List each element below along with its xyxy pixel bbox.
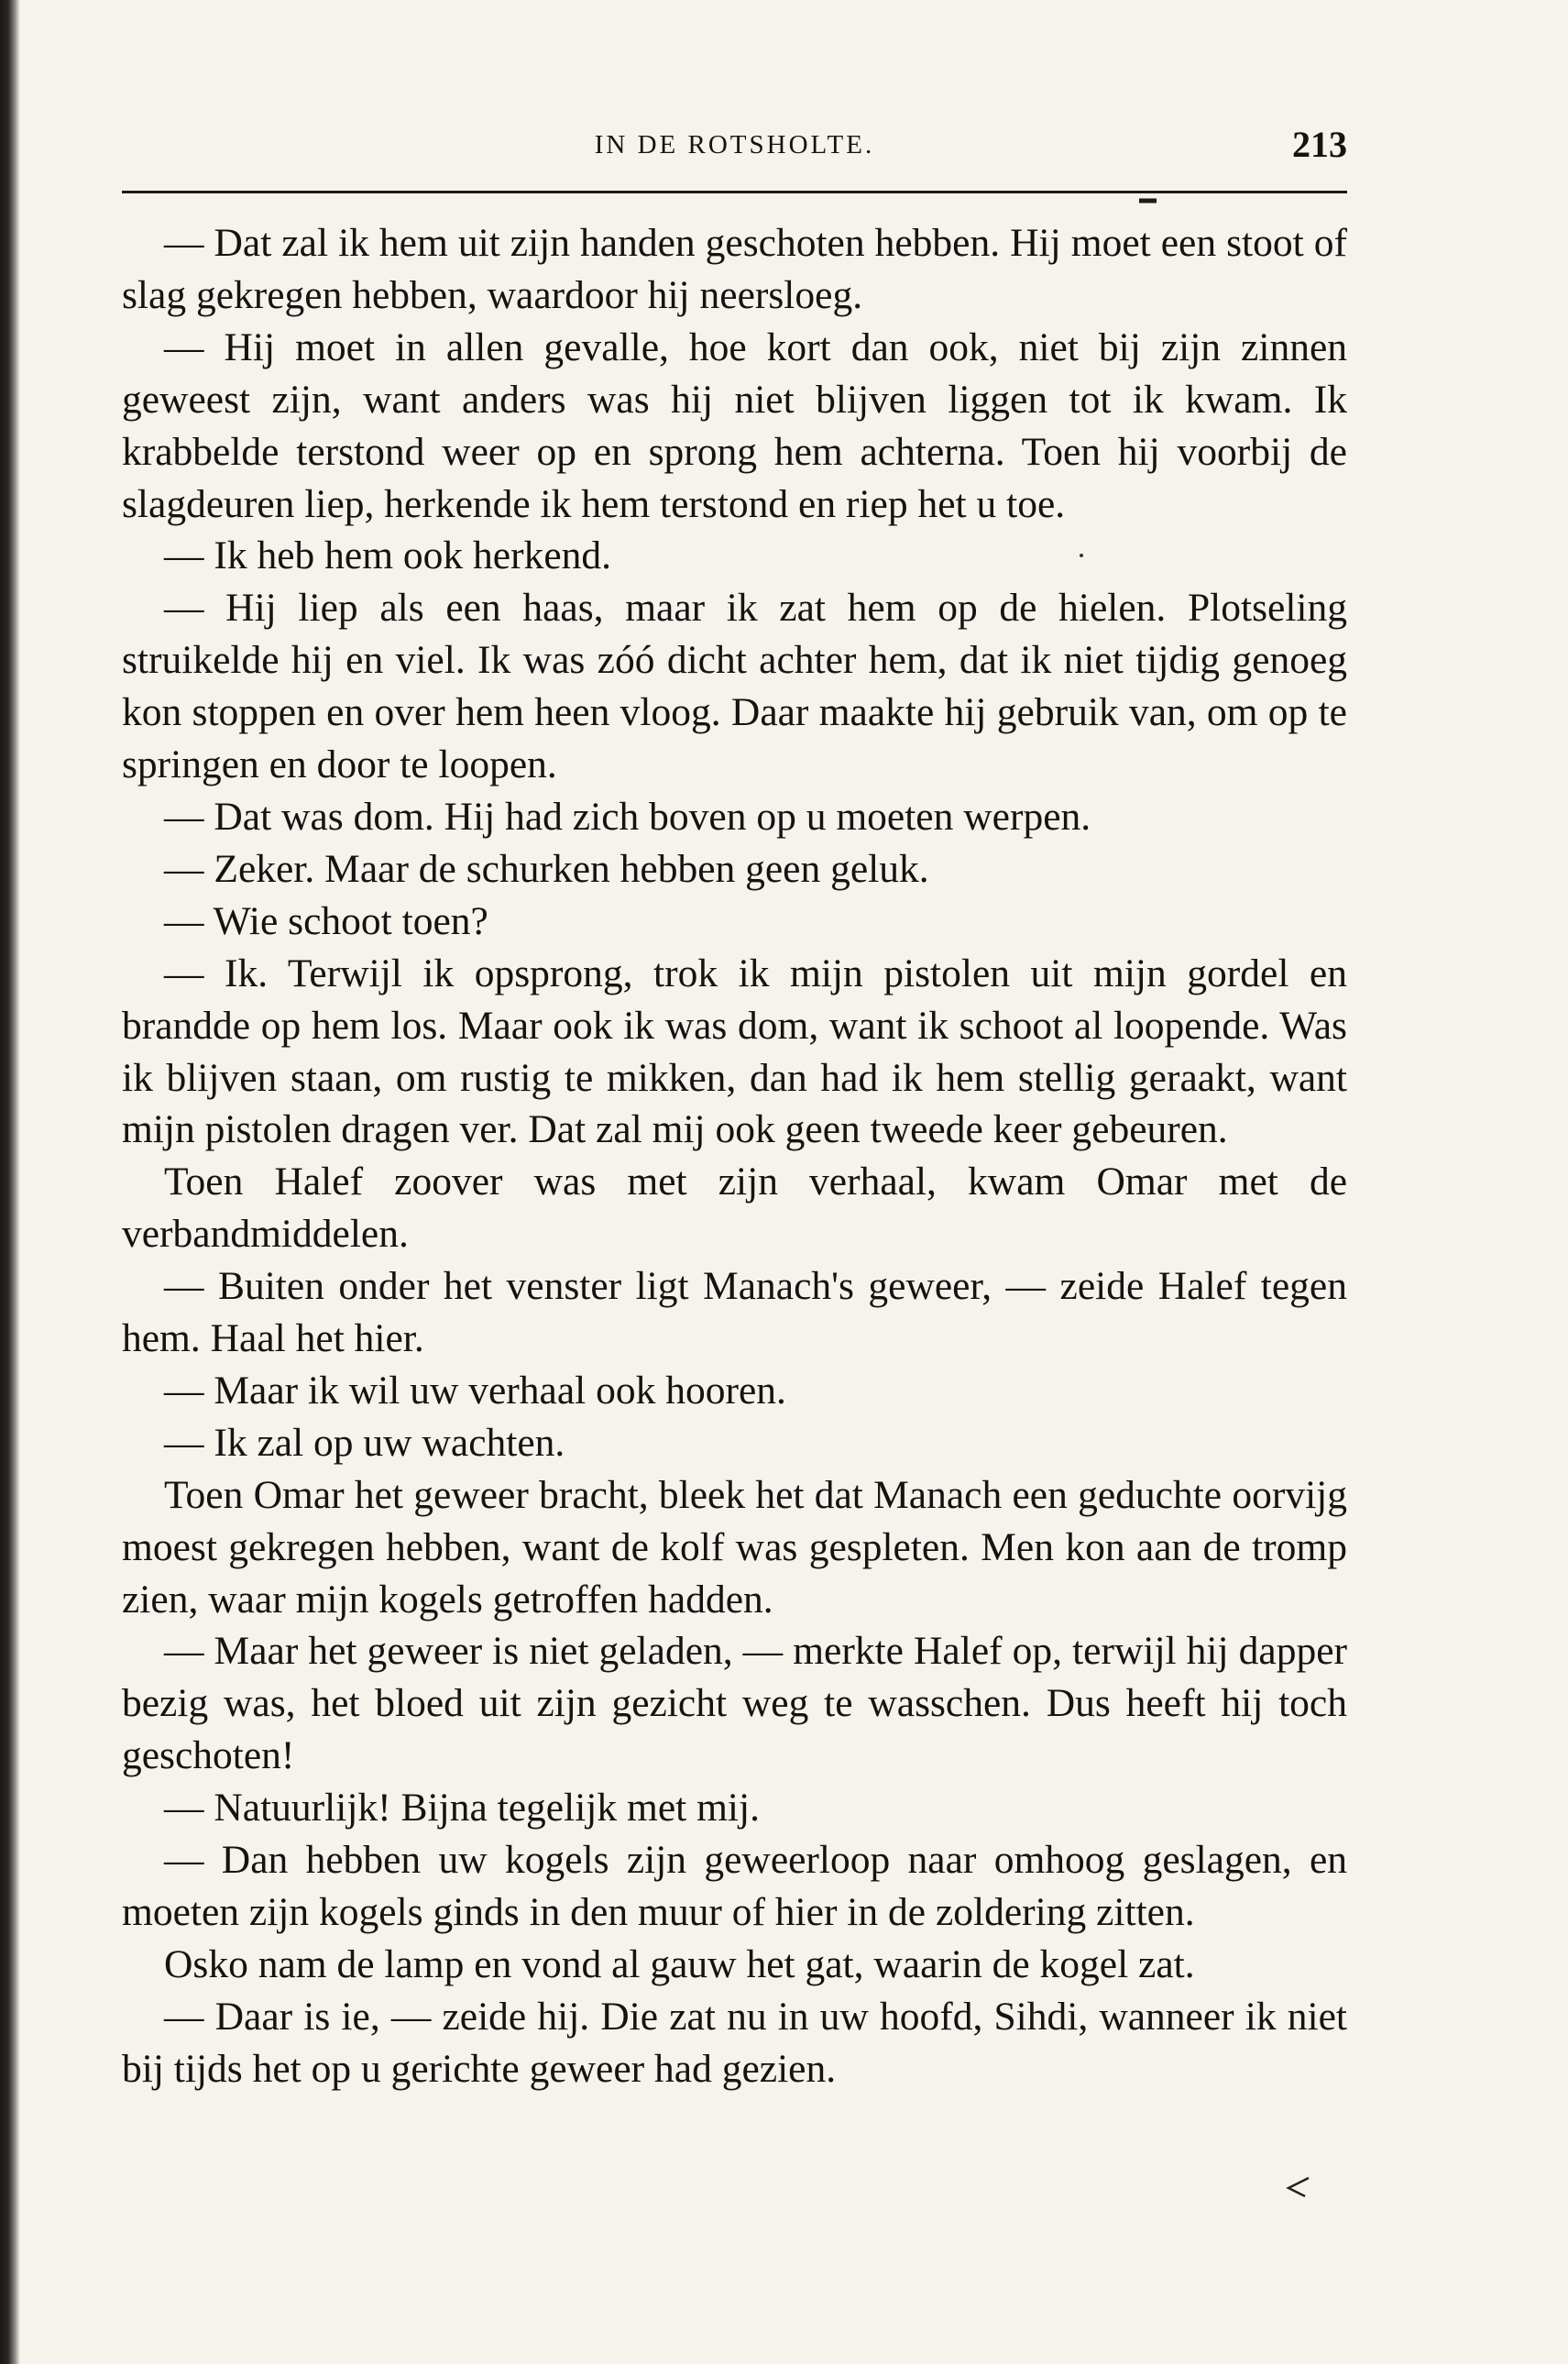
paragraph: — Ik heb hem ook herkend.	[164, 533, 612, 578]
book-binding-edge	[0, 0, 20, 2364]
paragraph: — Dat zal ik hem uit zijn handen geschoten hebben. Hij moet een stoot of slag gekregen hebben, waardoor hij neersloeg.	[122, 221, 1347, 317]
body-text	[122, 217, 1347, 2095]
page-number: 213	[1292, 124, 1347, 165]
paragraph: — Maar ik wil uw verhaal ook hooren.	[164, 1368, 786, 1413]
paragraph: — Wie schoot toen?	[164, 898, 488, 943]
paragraph: — Ik. Terwijl ik opsprong, trok ik mijn pistolen uit mijn gordel en brandde op hem los. Maar ook ik was dom, want ik schoot al loopende. Was ik blijven staan, om rustig te mikken, dan had ik hem stellig geraakt, want mijn pistolen dragen ver. Dat zal mij ook geen tweede keer gebeuren.	[122, 951, 1347, 1152]
paragraph: — Maar het geweer is niet geladen, — merkte Halef op, terwijl hij dapper bezig was, het bloed uit zijn gezicht weg te wasschen. Dus heeft hij toch geschoten!	[122, 1629, 1347, 1778]
paragraph: — Zeker. Maar de schurken hebben geen geluk.	[164, 846, 929, 891]
paragraph: — Hij liep als een haas, maar ik zat hem op de hielen. Plotseling struikelde hij en viel. Ik was zóó dicht achter hem, dat ik niet tijdig genoeg kon stoppen en over hem heen vloog. Daar maakte hij gebruik van, om op te springen en door te loopen.	[122, 586, 1347, 787]
paragraph: — Dan hebben uw kogels zijn geweerloop naar omhoog geslagen, en moeten zijn kogels ginds in den muur of hier in de zoldering zitten.	[122, 1838, 1347, 1934]
paragraph: Toen Omar het geweer bracht, bleek het dat Manach een geduchte oorvijg moest gekregen hebben, want de kolf was gespleten. Men kon aan de tromp zien, waar mijn kogels getroffen hadden.	[122, 1472, 1347, 1622]
pencil-mark	[1288, 2178, 1309, 2196]
running-head: IN DE ROTSHOLTE.	[594, 130, 875, 159]
paragraph: Toen Halef zoover was met zijn verhaal, kwam Omar met de verbandmiddelen.	[122, 1160, 1347, 1257]
paragraph: — Ik zal op uw wachten.	[164, 1420, 565, 1465]
paragraph: — Hij moet in allen gevalle, hoe kort dan ook, niet bij zijn zinnen geweest zijn, want anders was hij niet blijven liggen tot ik kwam. Ik krabbelde terstond weer op en sprong hem achterna. Toen hij voorbij de slagdeuren liep, herkende ik hem terstond en riep het u toe.	[122, 324, 1347, 526]
paragraph: — Dat was dom. Hij had zich boven op u moeten werpen.	[164, 794, 1091, 839]
paragraph: Osko nam de lamp en vond al gauw het gat, waarin de kogel zat.	[164, 1941, 1195, 1986]
page-header	[122, 126, 1347, 193]
paragraph: — Buiten onder het venster ligt Manach's geweer, — zeide Halef tegen hem. Haal het hier.	[122, 1264, 1347, 1361]
paragraph: — Daar is ie, — zeide hij. Die zat nu in uw hoofd, Sihdi, wanneer ik niet bij tijds het op u gerichte geweer had gezien.	[122, 1994, 1347, 2091]
book-page	[122, 126, 1347, 2095]
paragraph: — Natuurlijk! Bijna tegelijk met mij.	[164, 1786, 760, 1831]
